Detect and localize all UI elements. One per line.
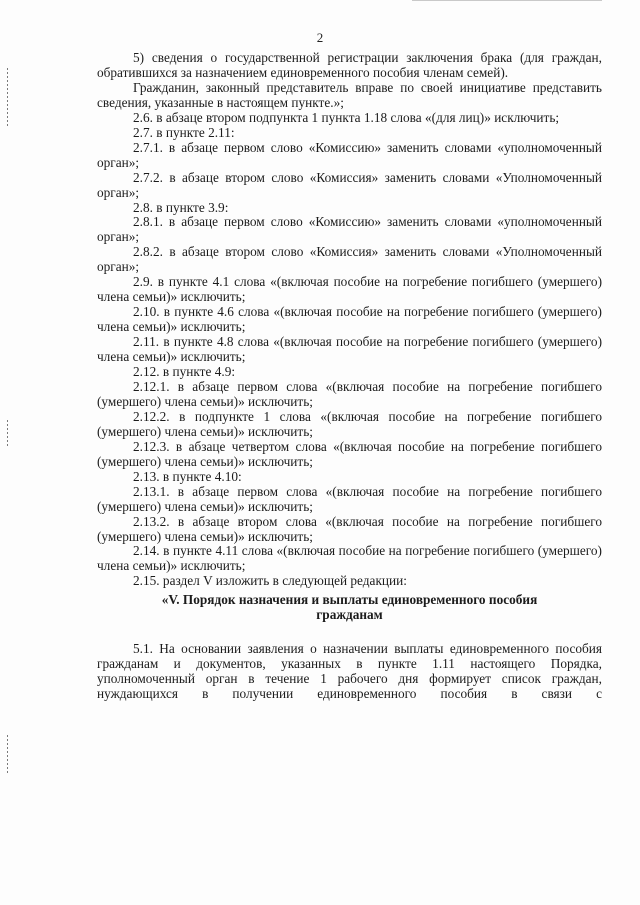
paragraph: 2.13.1. в абзаце первом слова «(включая пособие на погребение погибшего (умершего) члена семьи)» исключить;: [97, 483, 602, 514]
paragraph: 2.7.2. в абзаце втором слово «Комиссия» заменить словами «Уполномоченный орган»;: [97, 169, 602, 200]
scan-top-mark: [412, 0, 602, 1]
paragraph: 5.1. На основании заявления о назначении выплаты единовременного пособия гражданам и документов, указанных в пункте 1.11 настоящего Порядка, уполномоченный орган в течение 1 рабочего дня формирует список граждан, нуждающихся в получении единовременного пособия в связи с: [97, 641, 602, 702]
paragraph: 2.8.1. в абзаце первом слово «Комиссию» заменить словами «уполномоченный орган»;: [97, 214, 602, 245]
section-title-line: «V. Порядок назначения и выплаты единовременного пособия: [161, 592, 538, 608]
paragraph: 2.12.2. в подпункте 1 слова «(включая пособие на погребение погибшего (умершего) члена семьи)» исключить;: [97, 408, 602, 439]
paragraph: 2.14. в пункте 4.11 слова «(включая пособие на погребение погибшего (умершего) члена семьи)» исключить;: [97, 543, 602, 574]
paragraph: 2.12. в пункте 4.9:: [133, 364, 236, 380]
paragraph: 5) сведения о государственной регистрации заключения брака (для граждан, обратившихся за назначением единовременного пособия членам семей).: [97, 50, 602, 80]
paragraph: 2.12.3. в абзаце четвертом слова «(включая пособие на погребение погибшего (умершего) члена семьи)» исключить;: [97, 438, 602, 469]
paragraph: 2.6. в абзаце втором подпункта 1 пункта 1.18 слова «(для лиц)» исключить;: [133, 109, 560, 125]
scan-edge-mark: [7, 68, 8, 128]
paragraph: 2.9. в пункте 4.1 слова «(включая пособие на погребение погибшего (умершего) члена семьи)» исключить;: [97, 274, 602, 305]
paragraph: 2.10. в пункте 4.6 слова «(включая пособие на погребение погибшего (умершего) члена семьи)» исключить;: [97, 304, 602, 335]
paragraph: 2.8.2. в абзаце втором слово «Комиссия» заменить словами «Уполномоченный орган»;: [97, 244, 602, 275]
paragraph: 2.15. раздел V изложить в следующей редакции:: [133, 573, 407, 589]
section-title: [97, 592, 602, 622]
paragraph: 2.12.1. в абзаце первом слова «(включая пособие на погребение погибшего (умершего) члена семьи)» исключить;: [97, 378, 602, 409]
spacer: [97, 622, 602, 642]
paragraph: Гражданин, законный представитель вправе по своей инициативе представить сведения, указанные в настоящем пункте.»;: [97, 79, 602, 110]
paragraph: 2.7.1. в абзаце первом слово «Комиссию» заменить словами «уполномоченный орган»;: [97, 139, 602, 170]
page-number: 2: [316, 30, 324, 45]
paragraph: 2.8. в пункте 3.9:: [133, 199, 229, 215]
scan-edge-mark: [7, 420, 8, 448]
scan-edge-mark: [7, 735, 8, 775]
paragraph: 2.7. в пункте 2.11:: [133, 124, 235, 140]
document-body: [97, 51, 602, 702]
paragraph: 2.11. в пункте 4.8 слова «(включая пособие на погребение погибшего (умершего) члена семьи)» исключить;: [97, 334, 602, 365]
paragraph: 2.13. в пункте 4.10:: [133, 468, 242, 484]
paragraph: 2.13.2. в абзаце втором слова «(включая пособие на погребение погибшего (умершего) члена семьи)» исключить;: [97, 513, 602, 544]
section-title-line: гражданам: [316, 607, 383, 623]
